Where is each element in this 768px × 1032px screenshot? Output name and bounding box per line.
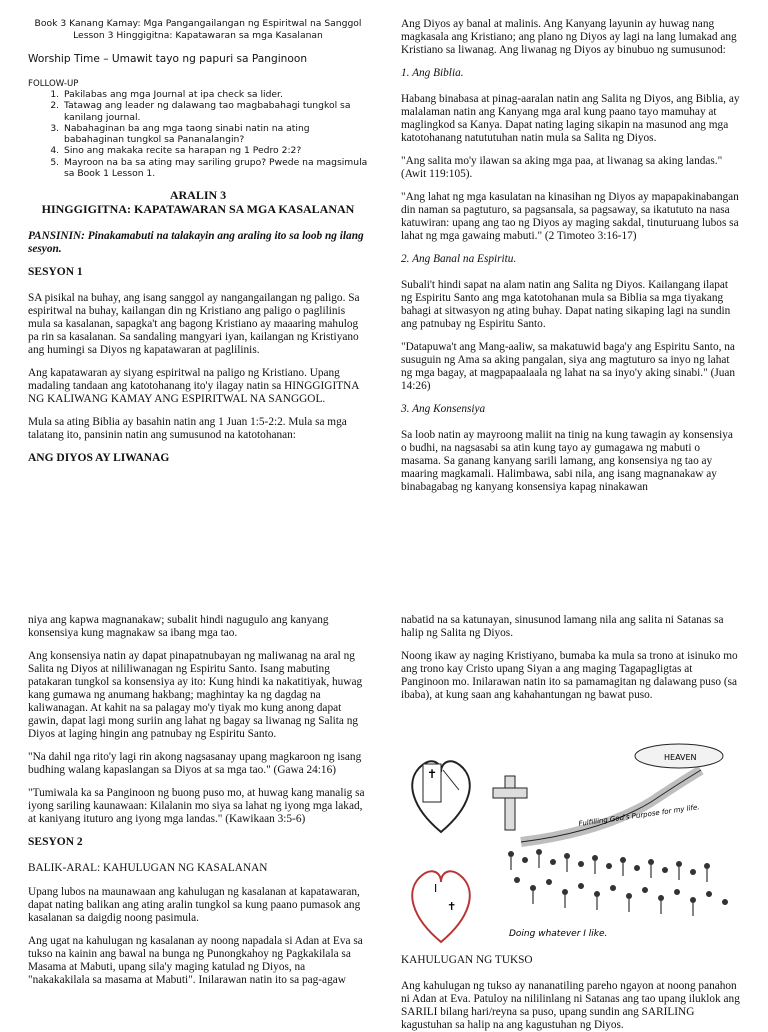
paragraph: Ang kahulugan ng tukso ay nananatiling pareho ngayon at noong panahon ni Adan at Eva. Patuloy na nililinlang ni Satanas ang tao upang iluklok ang SARILI bilang hari/reyna sa puso, upang sundin ang SARILING kagustuhan sa halip na ang kagustuhan ng Diyos. bbox=[401, 980, 740, 1031]
quote: "Ang salita mo'y ilawan sa aking mga paa, at liwanag sa aking landas." (Awit 119:105). bbox=[401, 155, 723, 180]
quote: "Tumiwala ka sa Panginoon ng buong puso mo, at huwag kang manalig sa iyong sariling kaunawaan: Kilalanin mo siya sa lahat ng iyong mga lakad, at kaniyang ituturo ang iyong mga landas." (Kawikaan 3:5-6) bbox=[28, 787, 365, 825]
tukso-heading: KAHULUGAN NG TUKSO bbox=[401, 954, 533, 966]
self-icon: I bbox=[434, 882, 438, 895]
aralin-subtitle: HINGGIGITNA: KAPATAWARAN SA MGA KASALANAN bbox=[41, 201, 355, 216]
lesson-title: Lesson 3 Hinggigitna: Kapatawaran sa mga Kasalanan bbox=[73, 29, 323, 41]
subheading-konsensiya: 3. Ang Konsensiya bbox=[401, 403, 486, 415]
subheading-biblia: 1. Ang Biblia. bbox=[401, 67, 464, 79]
quote: "Datapuwa't ang Mang-aaliw, sa makatuwid baga'y ang Espiritu Santo, na susuguin ng Ama sa aking pangalan, siya ang magtuturo sa inyo ng lahat ng mga bagay, at magpapaalaala ng lahat na sa inyo'y aking sinabi." (Juan 14:26) bbox=[401, 341, 736, 392]
cross-icon: ✝ bbox=[427, 767, 438, 781]
cross-icon bbox=[493, 788, 527, 798]
paragraph: Ang Diyos ay banal at malinis. Ang Kanyang layunin ay huwag nang magkasala ang Kristiano; ang plano ng Diyos ay lagi na lang lumakad ang Kristiano sa liwanag. Ang liwanag ng Diyos ay binubuo ng sumusunod: bbox=[401, 18, 737, 56]
paragraph: Upang lubos na maunawaan ang kahulugan ng kasalanan at kapatawaran, dapat nating balikan ang ating aralin tungkol sa kung paano pumasok ang kasalanan sa daigdig noong pasimula. bbox=[28, 886, 361, 924]
paragraph: nabatid na sa katunayan, sinusunod lamang nila ang salita ni Satanas sa halip ng Salita ng Diyos. bbox=[401, 614, 724, 639]
heaven-label: HEAVEN bbox=[664, 753, 697, 762]
heart-icon bbox=[412, 871, 469, 942]
worship-line: Worship Time – Umawit tayo ng papuri sa Panginoon bbox=[28, 53, 308, 65]
cross-icon: ✝ bbox=[447, 900, 457, 913]
list-item: 2. Tatawag ang leader ng dalawang tao magbabahagi tungkol sa kanilang journal. bbox=[62, 100, 368, 123]
aralin-title: ARALIN 3 bbox=[169, 188, 227, 203]
crowd-figures bbox=[508, 849, 728, 905]
list-item: 3. Nabahaginan ba ang mga taong sinabi natin na ating babahaginan tungkol sa Pananalangin? bbox=[62, 123, 368, 146]
column-top-left bbox=[28, 18, 368, 478]
paragraph: Mula sa ating Biblia ay basahin natin ang 1 Juan 1:5-2:2. Mula sa mga talatang ito, pansinin natin ang sumusunod na katotohanan: bbox=[28, 416, 347, 442]
paragraph: Ang ugat na kahulugan ng kasalanan ay noong napadala si Adan at Eva sa tukso na kainin ang bawal na bunga ng Punongkahoy ng Pagkakilala sa Masama at Mabuti, upang sila'y maging katulad ng Diyos, na "nakakakilala sa masama at Mabuti". Inilarawan natin ito sa pag-agaw bbox=[28, 935, 363, 986]
book-header bbox=[28, 18, 368, 41]
paragraph: Sa loob natin ay mayroong maliit na tinig na kung tawagin ay konsensiya o budhi, na nagsasabi sa atin kung tayo ay gumagawa ng mabuti o masama. Sa ganang kanyang sarili lamang, ang konsensiya ng tao ay maaring magkamali. Halimbawa, sabi nila, ang isang magnanakaw ay binabagabag ng kanyang konsensiya kapag ninakawan bbox=[401, 429, 733, 493]
list-item: 4. Sino ang makaka recite sa harapan ng 1 Pedro 2:2? bbox=[62, 145, 368, 156]
tukso-paragraph-block bbox=[401, 980, 741, 1032]
column-bottom-left bbox=[28, 614, 368, 997]
paragraph: Ang kapatawaran ay siyang espiritwal na paligo ng Kristiano. Upang madaling tandaan ang katotohanang ito'y ilagay natin sa HINGGIGITNA NG KALIWANG KAMAY ANG ESPIRITWAL NA SANGGOL. bbox=[28, 367, 359, 406]
doing-caption: Doing whatever I like. bbox=[509, 929, 608, 939]
sesyon-2-heading: SESYON 2 bbox=[28, 836, 83, 848]
quote: "Na dahil nga rito'y lagi rin akong nagsasanay upang magkaroon ng isang budhing walang kapaslangan sa Diyos at sa mga tao." (Gawa 24:16) bbox=[28, 751, 362, 776]
list-item: 5. Mayroon na ba sa ating may sariling grupo? Pwede na magsimula sa Book 1 Lesson 1. bbox=[62, 157, 368, 180]
followup-title: FOLLOW-UP bbox=[28, 79, 79, 89]
column-top-right bbox=[401, 18, 741, 504]
list-item: 1. Pakilabas ang mga Journal at ipa check sa lider. bbox=[62, 89, 368, 100]
subheading-espiritu: 2. Ang Banal na Espiritu. bbox=[401, 253, 517, 265]
paragraph: Subali't hindi sapat na alam natin ang Salita ng Diyos. Kailangang ilapat ng Espiritu Santo ang mga katotohanan mula sa Biblia sa mga tiyakang bahagi at sitwasyon ng ating buhay. Dapat nating sikaping lagi na sundin ang patnubay ng Espiritu Santo. bbox=[401, 279, 731, 330]
pansinin-note: PANSININ: Pinakamabuti na talakayin ang araling ito sa loob ng ilang sesyon. bbox=[28, 230, 364, 256]
section-heading-liwanag: ANG DIYOS AY LIWANAG bbox=[28, 452, 170, 465]
paragraph: Noong ikaw ay naging Kristiyano, bumaba ka mula sa trono at isinuko mo ang trono kay Cristo upang Siyan a ang maging Tagapagligtas at Panginoon mo. Inilarawan natin ito sa pamamagitan ng dalawang puso (sa ibaba), at kung saan ang kahahantungan ng bawat puso. bbox=[401, 650, 738, 701]
paragraph: SA pisikal na buhay, ang isang sanggol ay nangangailangan ng paligo. Sa espiritwal na buhay, kailangan din ng Kristiano ang paligo o paglilinis mula sa kasalanan, sapagka't ang bagong Kristiano ay maaaring mahulog pa rin sa kasalanan. Sa sandaling mangyari iyan, kailangan ng Kristiyano ang humingi sa Diyos ng kapatawaran at paglilinis. bbox=[28, 292, 360, 357]
balik-aral-heading: BALIK-ARAL: KAHULUGAN NG KASALANAN bbox=[28, 862, 268, 874]
column-bottom-right bbox=[401, 614, 741, 712]
sesyon-1-heading: SESYON 1 bbox=[28, 266, 83, 279]
followup-list bbox=[28, 89, 368, 179]
purpose-caption: Fulfilling God's Purpose for my life. bbox=[578, 803, 700, 828]
quote: "Ang lahat ng mga kasulatan na kinasihan ng Diyos ay mapapakinabangan din naman sa pagtuturo, sa pagsansala, sa pagsaway, sa ikatututo na nasa katuwiran: upang ang tao ng Diyos ay maging sakdal, tinuturuang lubos sa lahat ng mga gawaing mabuti." (2 Timoteo 3:16-17) bbox=[401, 191, 739, 242]
paragraph: Ang konsensiya natin ay dapat pinapatnubayan ng maliwanag na aral ng Salita ng Diyos at nililiwanagan ng Espiritu Santo. Isang mabuting patakaran tungkol sa konsensiya ay ito: Kung hindi ka nakatitiyak, huwag kang gumawa ng anumang hakbang; maghintay ka ng dagdag na kaliwanagan. At kahit na sa palagay mo'y tiyak mo kung anong dapat gawin, dapat lagi mong suriin ang lahat ng bagay sa liwanag ng Salita ng Diyos at laging hingin ang patnubay ng Espiritu Santo. bbox=[28, 650, 363, 740]
book-title: Book 3 Kanang Kamay: Mga Pangangailangan ng Espiritwal na Sanggol bbox=[34, 18, 362, 29]
two-hearts-illustration bbox=[401, 742, 744, 950]
paragraph: niya ang kapwa magnanakaw; subalit hindi nagugulo ang kanyang konsensiya kung magnakaw sa ibang mga tao. bbox=[28, 614, 329, 639]
paragraph: Habang binabasa at pinag-aaralan natin ang Salita ng Diyos, ang Biblia, ay malalaman natin ang Kanyang mga aral kung paano tayo mamuhay at maglingkod sa Kanya. Dapat nating laging sikapin na masunod ang mga katotohanang natututuhan natin mula sa Salita ng Diyos. bbox=[401, 93, 740, 144]
